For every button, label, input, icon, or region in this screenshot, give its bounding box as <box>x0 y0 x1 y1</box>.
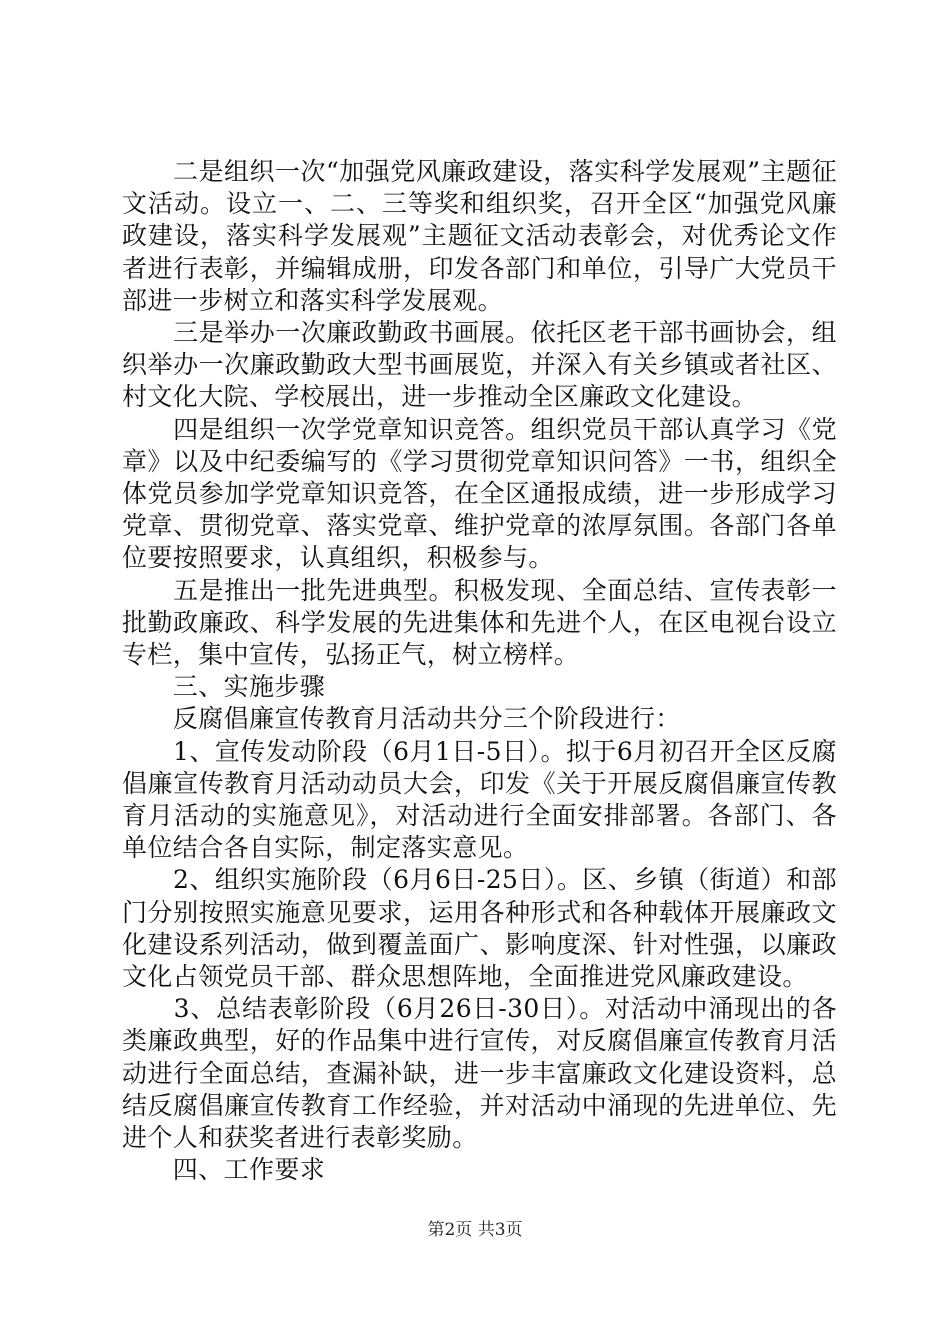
section-heading-work-requirements: 四、工作要求 <box>122 1155 326 1185</box>
paragraph-stage-3: 3、总结表彰阶段（6月26日-30日）。对活动中涌现出的各类廉政典型，好的作品集中进行宣传，对反腐倡廉宣传教育月活动进行全面总结，查漏补缺，进一步丰富廉政文化建设资料，总结反腐倡廉宣传教育工作经验，并对活动中涌现的先进单位、先进个人和获奖者进行表彰奖励。 <box>122 994 837 1153</box>
section-heading-implementation-steps: 三、实施步骤 <box>122 672 326 702</box>
document-body <box>122 156 837 1187</box>
page-number-footer: 第2页 共3页 <box>427 1220 523 1240</box>
paragraph-three-stages-intro: 反腐倡廉宣传教育月活动共分三个阶段进行： <box>122 704 681 734</box>
paragraph-stage-1: 1、宣传发动阶段（6月1日-5日）。拟于6月初召开全区反腐倡廉宣传教育月活动动员大会，印发《关于开展反腐倡廉宣传教育月活动的实施意见》，对活动进行全面安排部署。各部门、各单位结合各自实际，制定落实意见。 <box>122 736 837 863</box>
paragraph-advanced-models: 五是推出一批先进典型。积极发现、全面总结、宣传表彰一批勤政廉政、科学发展的先进集体和先进个人，在区电视台设立专栏，集中宣传，弘扬正气，树立榜样。 <box>122 575 837 670</box>
paragraph-essay-contest: 二是组织一次“加强党风廉政建设，落实科学发展观”主题征文活动。设立一、二、三等奖和组织奖，召开全区“加强党风廉政建设，落实科学发展观”主题征文活动表彰会，对优秀论文作者进行表彰，并编辑成册，印发各部门和单位，引导广大党员干部进一步树立和落实科学发展观。 <box>122 157 837 315</box>
paragraph-stage-2: 2、组织实施阶段（6月6日-25日）。区、乡镇（街道）和部门分别按照实施意见要求，运用各种形式和各种载体开展廉政文化建设系列活动，做到覆盖面广、影响度深、针对性强，以廉政文化占领党员干部、群众思想阵地，全面推进党风廉政建设。 <box>122 865 837 992</box>
paragraph-calligraphy-exhibition: 三是举办一次廉政勤政书画展。依托区老干部书画协会，组织举办一次廉政勤政大型书画展览，并深入有关乡镇或者社区、村文化大院、学校展出，进一步推动全区廉政文化建设。 <box>122 318 837 412</box>
paragraph-party-constitution-quiz: 四是组织一次学党章知识竞答。组织党员干部认真学习《党章》以及中纪委编写的《学习贯彻党章知识问答》一书，组织全体党员参加学党章知识竞答，在全区通报成绩，进一步形成学习党章、贯彻党章、落实党章、维护党章的浓厚氛围。各部门各单位要按照要求，认真组织，积极参与。 <box>122 414 837 573</box>
